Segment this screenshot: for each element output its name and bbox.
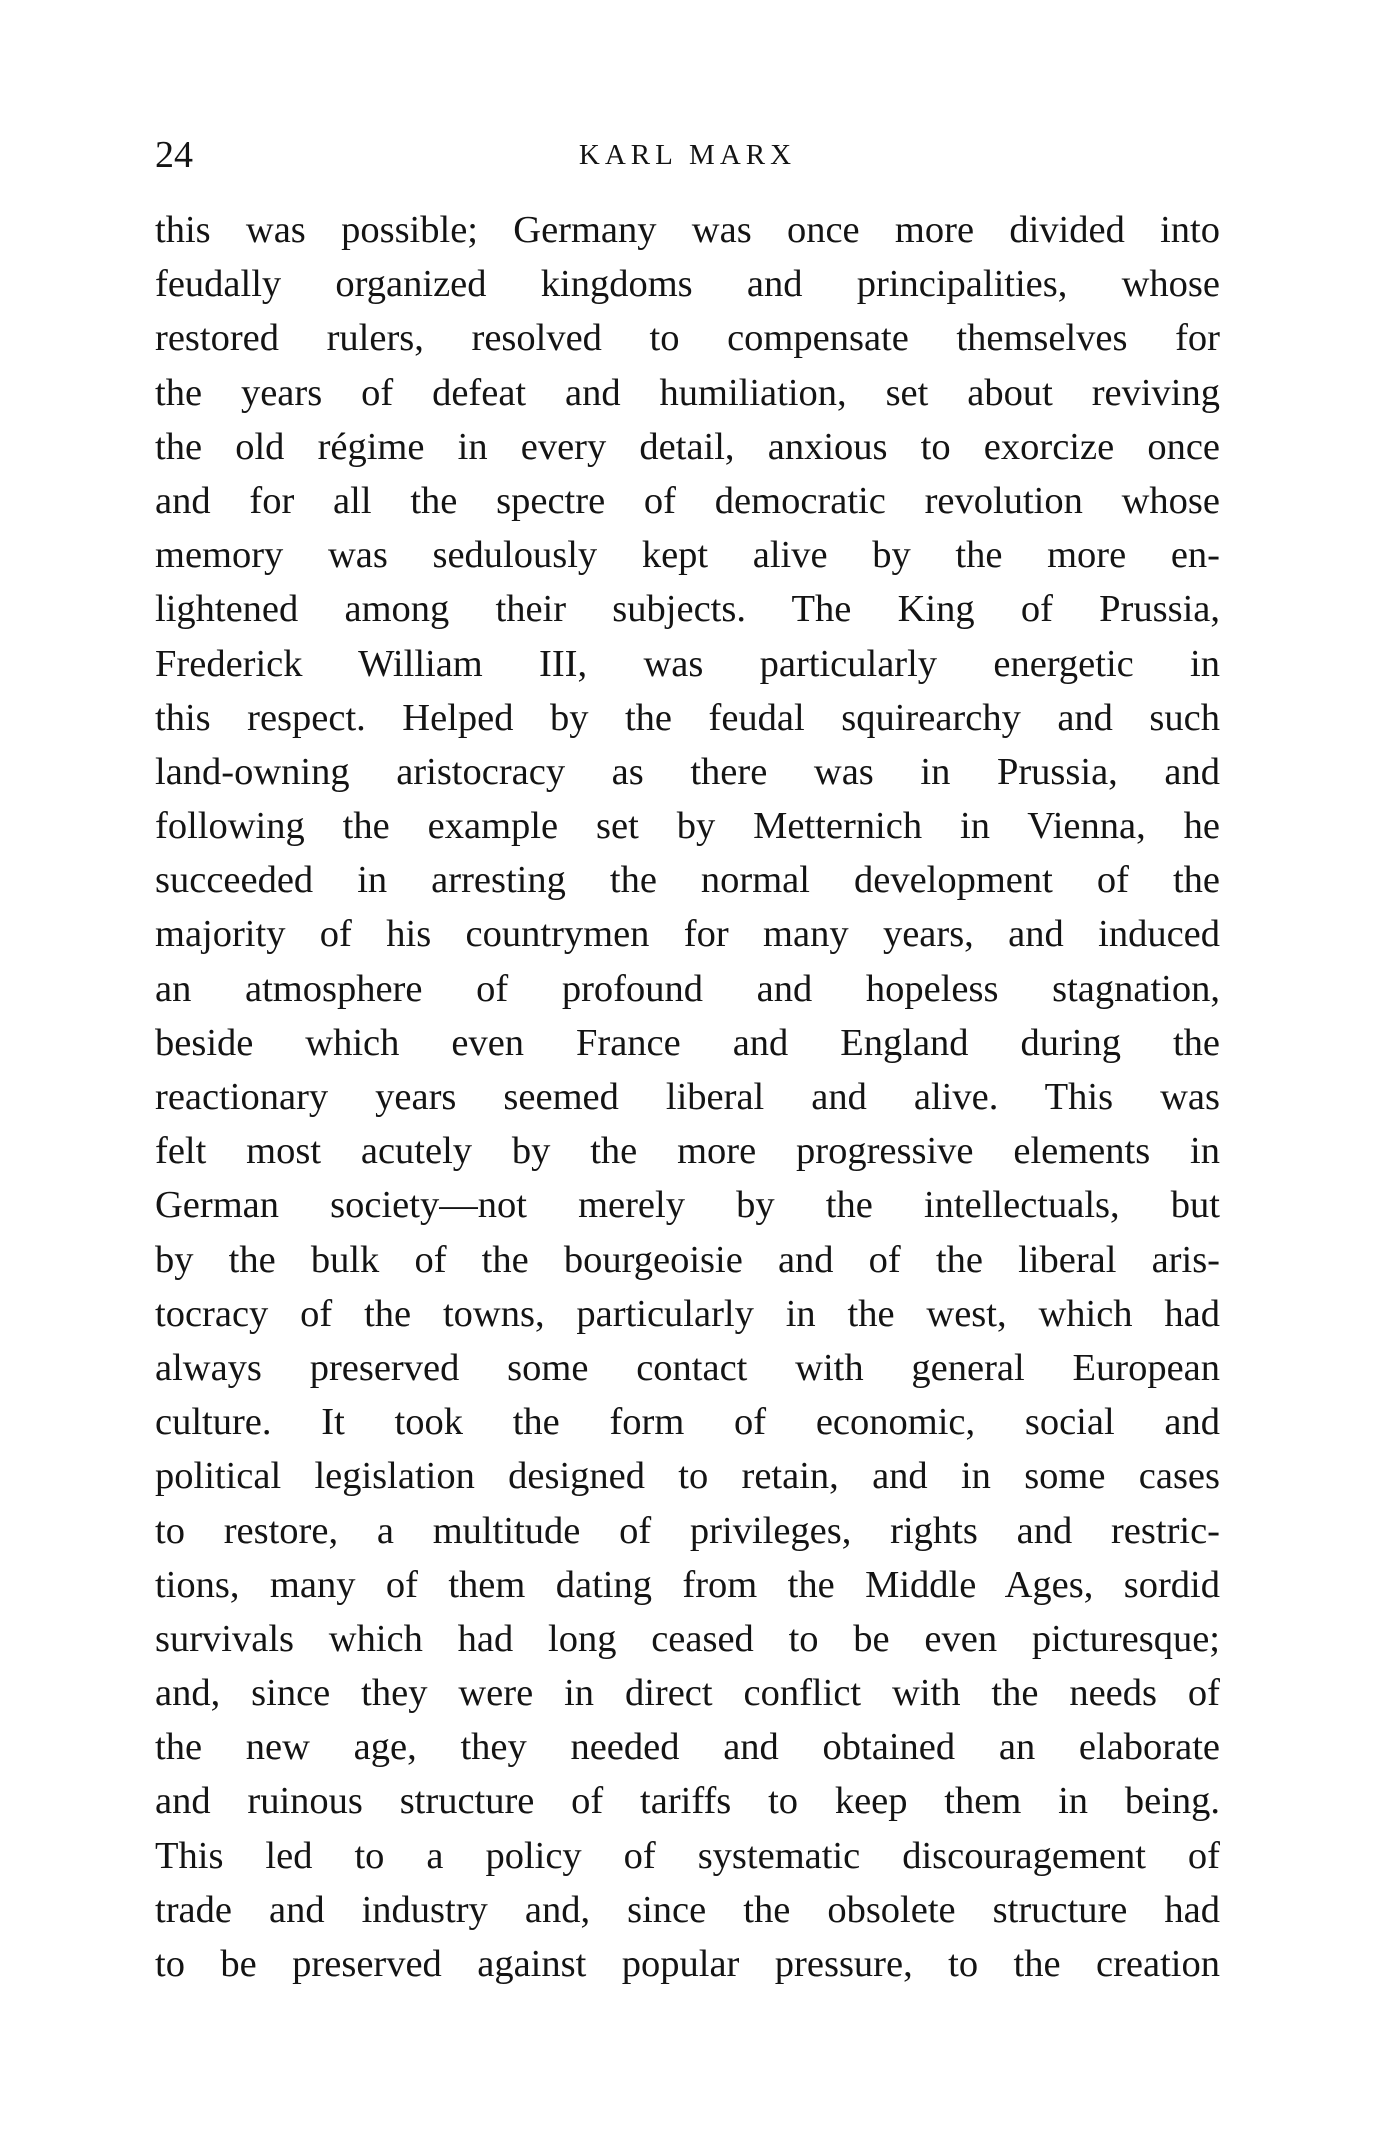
text-line: an atmosphere of profound and hopeless stagnation, — [155, 967, 1220, 1010]
text-line: political legislation designed to retain, and in some cases — [155, 1455, 1220, 1498]
text-line: always preserved some contact with general European — [155, 1346, 1220, 1389]
text-line: memory was sedulously kept alive by the more en- — [155, 534, 1220, 577]
text-line: survivals which had long ceased to be even picturesque; — [155, 1617, 1220, 1660]
text-line: trade and industry and, since the obsolete structure had — [155, 1888, 1220, 1931]
text-line: succeeded in arresting the normal development of the — [155, 859, 1220, 902]
text-line: and ruinous structure of tariffs to keep them in being. — [155, 1780, 1220, 1823]
text-line: to restore, a multitude of privileges, rights and restric- — [155, 1509, 1220, 1552]
text-line: following the example set by Metternich in Vienna, he — [155, 805, 1220, 848]
text-line: and for all the spectre of democratic revolution whose — [155, 479, 1220, 522]
running-head: KARL MARX — [578, 139, 797, 171]
text-line: Frederick William III, was particularly energetic in — [155, 642, 1220, 685]
text-line: majority of his countrymen for many years, and induced — [155, 913, 1220, 956]
text-line: feudally organized kingdoms and principalities, whose — [155, 263, 1220, 306]
text-line: restored rulers, resolved to compensate themselves for — [155, 317, 1220, 360]
text-line: beside which even France and England during the — [155, 1021, 1220, 1064]
text-line: to be preserved against popular pressure, to the creation — [155, 1943, 1220, 1985]
text-line: This led to a policy of systematic discouragement of — [155, 1834, 1220, 1877]
text-line: this respect. Helped by the feudal squirearchy and such — [155, 696, 1220, 739]
page-number: 24 — [155, 134, 193, 176]
text-line: this was possible; Germany was once more divided into — [155, 209, 1220, 251]
text-line: tocracy of the towns, particularly in the west, which had — [155, 1292, 1220, 1335]
body-text — [155, 203, 1220, 1991]
text-line: the new age, they needed and obtained an elaborate — [155, 1726, 1220, 1769]
text-line: culture. It took the form of economic, social and — [155, 1401, 1220, 1444]
text-line: German society—not merely by the intellectuals, but — [155, 1184, 1220, 1227]
text-line: the old régime in every detail, anxious to exorcize once — [155, 425, 1220, 468]
text-line: by the bulk of the bourgeoisie and of the liberal aris- — [155, 1238, 1220, 1281]
text-line: felt most acutely by the more progressive elements in — [155, 1130, 1220, 1173]
text-line: tions, many of them dating from the Middle Ages, sordid — [155, 1563, 1220, 1606]
text-line: reactionary years seemed liberal and alive. This was — [155, 1076, 1220, 1118]
page-header — [155, 133, 1220, 177]
text-line: land-owning aristocracy as there was in Prussia, and — [155, 750, 1220, 793]
text-line: lightened among their subjects. The King of Prussia, — [155, 588, 1220, 631]
text-line: the years of defeat and humiliation, set about reviving — [155, 371, 1220, 414]
text-line: and, since they were in direct conflict with the needs of — [155, 1672, 1220, 1715]
